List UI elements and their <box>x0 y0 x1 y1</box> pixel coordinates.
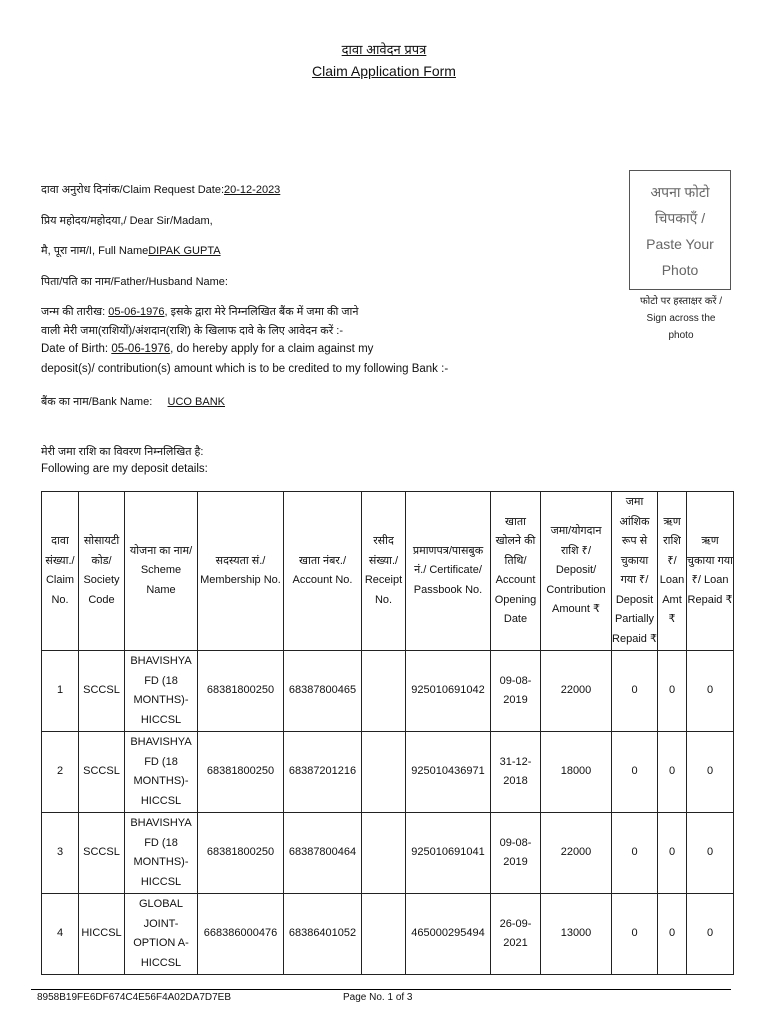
bank-name-line <box>41 394 225 409</box>
request-date-value: 20-12-2023 <box>224 184 281 196</box>
cell-society-code: SCCSL <box>79 813 125 894</box>
header-claim-no: दावा संख्या./ Claim No. <box>42 492 79 651</box>
cell-loan-repaid: 0 <box>687 894 734 975</box>
dob-hindi-line <box>41 304 358 319</box>
table-header-row <box>42 492 734 651</box>
table-row <box>42 732 734 813</box>
document-id: 8958B19FE6DF674C4E56F4A02DA7D7EB <box>37 992 232 1003</box>
cell-scheme-name: GLOBAL JOINT-OPTION A-HICCSL <box>125 894 198 975</box>
cell-deposit-amount: 13000 <box>541 894 612 975</box>
deposit-details-table <box>41 491 734 975</box>
cell-certificate-no: 925010691041 <box>406 813 491 894</box>
photo-caption-line2: Sign across the <box>646 313 716 324</box>
cell-claim-no: 3 <box>42 813 79 894</box>
cell-membership-no: 68381800250 <box>198 732 284 813</box>
table-row <box>42 894 734 975</box>
cell-deposit-amount: 18000 <box>541 732 612 813</box>
cell-society-code: HICCSL <box>79 894 125 975</box>
father-name-line: पिता/पति का नाम/Father/Husband Name: <box>41 276 228 288</box>
header-receipt-no: रसीद संख्या./ Receipt No. <box>362 492 406 651</box>
header-scheme-name: योजना का नाम/ Scheme Name <box>125 492 198 651</box>
dob-english-label: Date of Birth: <box>41 343 112 355</box>
cell-opening-date: 31-12-2018 <box>491 732 541 813</box>
cell-account-no: 68387800464 <box>284 813 362 894</box>
cell-opening-date: 09-08-2019 <box>491 813 541 894</box>
cell-deposit-amount: 22000 <box>541 651 612 732</box>
cell-claim-no: 2 <box>42 732 79 813</box>
cell-deposit-amount: 22000 <box>541 813 612 894</box>
bank-name-label: बैंक का नाम/Bank Name: <box>41 396 153 408</box>
photo-caption-line1: फोटो पर हस्ताक्षर करें / <box>639 296 723 307</box>
cell-receipt-no <box>362 732 406 813</box>
photo-text-line4: Photo <box>661 262 699 278</box>
cell-claim-no: 1 <box>42 651 79 732</box>
full-name-label: मै, पूरा नाम/I, Full Name <box>41 245 149 257</box>
cell-partially-repaid: 0 <box>612 651 658 732</box>
cell-certificate-no: 925010436971 <box>406 732 491 813</box>
full-name-line <box>41 243 221 258</box>
cell-claim-no: 4 <box>42 894 79 975</box>
header-membership-no: सदस्यता सं./ Membership No. <box>198 492 284 651</box>
photo-text-line1: अपना फोटो <box>650 184 710 200</box>
header-account-no: खाता नंबर./ Account No. <box>284 492 362 651</box>
cell-account-no: 68387800465 <box>284 651 362 732</box>
header-deposit-amount: जमा/योगदान राशि ₹/ Deposit/ Contribution Amount ₹ <box>541 492 612 651</box>
cell-scheme-name: BHAVISHYA FD (18 MONTHS)-HICCSL <box>125 813 198 894</box>
dob-hindi-value: 05-06-1976 <box>108 306 165 318</box>
photo-caption <box>622 293 740 344</box>
cell-society-code: SCCSL <box>79 732 125 813</box>
request-date-label: दावा अनुरोध दिनांक/Claim Request Date: <box>41 184 225 196</box>
dob-english-text: , do hereby apply for a claim against my <box>170 343 374 355</box>
header-partially-repaid: जमा आंशिक रूप से चुकाया गया ₹/ Deposit Partially Repaid ₹ <box>612 492 658 651</box>
table-row <box>42 651 734 732</box>
cell-receipt-no <box>362 894 406 975</box>
dob-hindi-label: जन्म की तारीख: <box>41 306 109 318</box>
deposit-details-hindi: मेरी जमा राशि का विवरण निम्नलिखित है: <box>41 446 204 458</box>
photo-placeholder <box>629 170 731 290</box>
dob-english-value: 05-06-1976 <box>111 343 171 355</box>
cell-partially-repaid: 0 <box>612 894 658 975</box>
dob-hindi-text: , इसके द्वारा मेरे निम्नलिखित बैंक में जमा की जाने <box>164 306 359 318</box>
cell-certificate-no: 925010691042 <box>406 651 491 732</box>
cell-account-no: 68387201216 <box>284 732 362 813</box>
deposit-details-english: Following are my deposit details: <box>41 463 208 475</box>
full-name-value: DIPAK GUPTA <box>148 245 221 257</box>
cell-loan-repaid: 0 <box>687 813 734 894</box>
cell-loan-repaid: 0 <box>687 732 734 813</box>
title-english: Claim Application Form <box>312 63 456 79</box>
cell-membership-no: 68381800250 <box>198 651 284 732</box>
cell-loan-amount: 0 <box>658 813 687 894</box>
photo-text-line2: चिपकाएँ / <box>654 210 706 226</box>
header-loan-repaid: ऋण चुकाया गया ₹/ Loan Repaid ₹ <box>687 492 734 651</box>
request-date-line <box>41 182 280 197</box>
page-number: Page No. 1 of 3 <box>343 992 413 1003</box>
photo-text-line3: Paste Your <box>646 236 714 252</box>
cell-loan-repaid: 0 <box>687 651 734 732</box>
dob-hindi-line2: वाली मेरी जमा(राशियों)/अंशदान(राशि) के खिलाफ दावे के लिए आवेदन करें :- <box>41 325 344 337</box>
photo-caption-line3: photo <box>668 330 694 341</box>
salutation: प्रिय महोदय/महोदया,/ Dear Sir/Madam, <box>41 215 213 227</box>
cell-scheme-name: BHAVISHYA FD (18 MONTHS)-HICCSL <box>125 732 198 813</box>
table-row <box>42 813 734 894</box>
dob-english-line <box>41 343 373 355</box>
header-loan-amount: ऋण राशि ₹/ Loan Amt ₹ <box>658 492 687 651</box>
cell-opening-date: 09-08-2019 <box>491 651 541 732</box>
cell-receipt-no <box>362 651 406 732</box>
cell-loan-amount: 0 <box>658 894 687 975</box>
cell-partially-repaid: 0 <box>612 813 658 894</box>
header-certificate-no: प्रमाणपत्र/पासबुक नं./ Certificate/ Passbook No. <box>406 492 491 651</box>
cell-loan-amount: 0 <box>658 651 687 732</box>
header-society-code: सोसायटी कोड/ Society Code <box>79 492 125 651</box>
cell-partially-repaid: 0 <box>612 732 658 813</box>
footer-divider <box>31 989 731 990</box>
dob-english-line2: deposit(s)/ contribution(s) amount which is to be credited to my following Bank :- <box>41 363 449 375</box>
cell-certificate-no: 465000295494 <box>406 894 491 975</box>
cell-opening-date: 26-09-2021 <box>491 894 541 975</box>
cell-account-no: 68386401052 <box>284 894 362 975</box>
header-opening-date: खाता खोलने की तिथि/ Account Opening Date <box>491 492 541 651</box>
cell-membership-no: 68381800250 <box>198 813 284 894</box>
cell-scheme-name: BHAVISHYA FD (18 MONTHS)-HICCSL <box>125 651 198 732</box>
title-hindi: दावा आवेदन प्रपत्र <box>341 42 427 57</box>
cell-membership-no: 668386000476 <box>198 894 284 975</box>
bank-name-value: UCO BANK <box>167 396 226 408</box>
cell-society-code: SCCSL <box>79 651 125 732</box>
cell-receipt-no <box>362 813 406 894</box>
cell-loan-amount: 0 <box>658 732 687 813</box>
